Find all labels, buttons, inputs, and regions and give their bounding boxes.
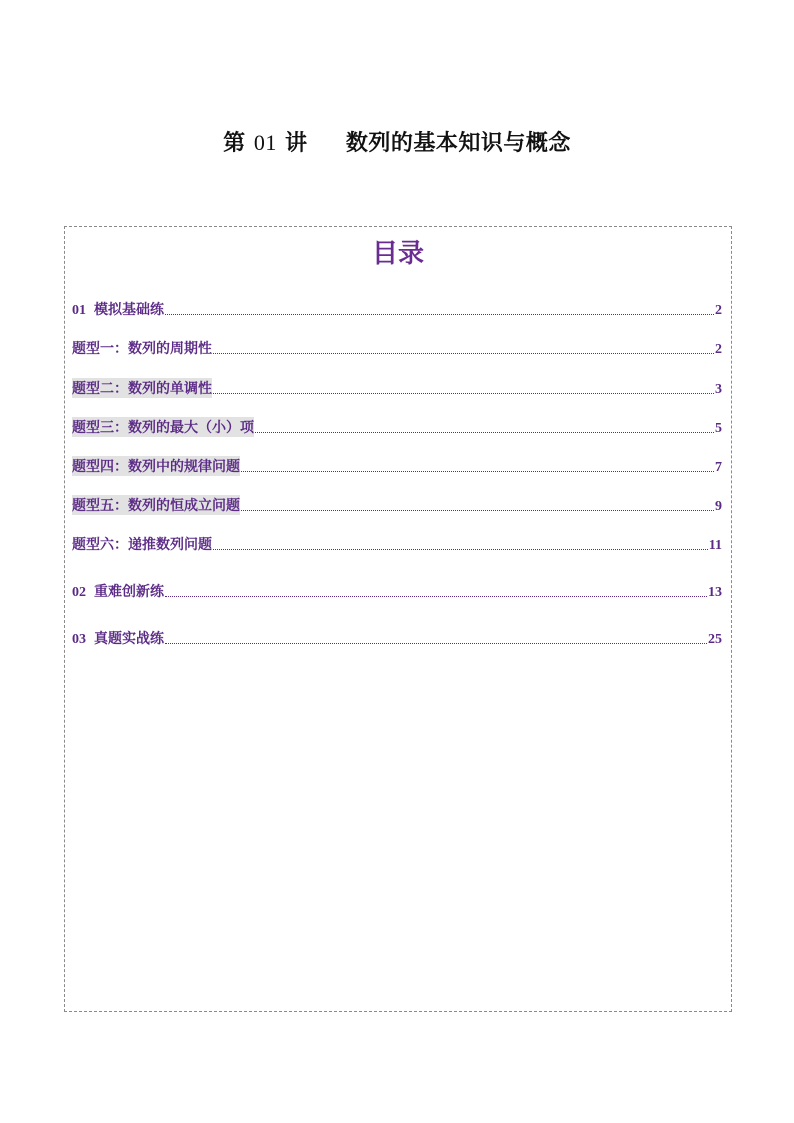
toc-leader-dots xyxy=(213,392,714,394)
toc-entry-label: 题型三：数列的最大（小）项 xyxy=(72,417,254,437)
title-lecture: 讲 xyxy=(284,131,308,156)
toc-entry-prefix: 03 xyxy=(72,632,86,647)
toc-entry-page: 7 xyxy=(715,460,722,475)
toc-leader-dots xyxy=(165,642,707,644)
toc-entry-basic-practice[interactable] xyxy=(72,299,722,319)
toc-entry-page: 2 xyxy=(715,342,722,357)
toc-entry-type-2[interactable] xyxy=(72,378,722,398)
toc-entry-hard-practice[interactable] xyxy=(72,581,722,601)
toc-entry-type-6[interactable] xyxy=(72,534,722,554)
toc-entry-label: 题型二：数列的单调性 xyxy=(72,378,212,398)
toc-heading: 目录 xyxy=(371,239,424,269)
title-number: 01 xyxy=(253,130,277,155)
toc-leader-dots xyxy=(213,548,708,550)
toc-entry-page: 11 xyxy=(708,538,722,553)
toc-leader-dots xyxy=(241,470,714,472)
toc-leader-dots xyxy=(255,431,714,433)
toc-entry-page: 5 xyxy=(715,421,722,436)
toc-entry-type-3[interactable] xyxy=(72,417,722,437)
toc-entry-page: 2 xyxy=(715,303,722,318)
toc-entry-prefix: 02 xyxy=(72,585,86,600)
toc-entry-page: 25 xyxy=(708,632,722,647)
toc-entry-label: 模拟基础练 xyxy=(94,302,164,318)
toc-leader-dots xyxy=(165,313,714,315)
toc-entry-page: 9 xyxy=(715,499,722,514)
title-topic: 数列的基本知识与概念 xyxy=(345,131,571,156)
toc-entry-label: 题型六：递推数列问题 xyxy=(72,537,212,553)
toc-entry-page: 13 xyxy=(708,585,722,600)
toc-entry-type-1[interactable] xyxy=(72,338,722,358)
toc-entry-page: 3 xyxy=(715,382,722,397)
toc-entry-label: 题型四：数列中的规律问题 xyxy=(72,456,240,476)
toc-entry-prefix: 01 xyxy=(72,303,86,318)
table-of-contents xyxy=(64,226,732,1012)
toc-entry-type-5[interactable] xyxy=(72,495,722,515)
title-prefix: 第 xyxy=(223,131,246,156)
toc-leader-dots xyxy=(213,352,714,354)
toc-entry-real-exam-practice[interactable] xyxy=(72,628,722,648)
toc-leader-dots xyxy=(241,509,714,511)
toc-entry-label: 题型一：数列的周期性 xyxy=(72,341,212,357)
toc-entry-label: 题型五：数列的恒成立问题 xyxy=(72,495,240,515)
toc-leader-dots xyxy=(165,595,707,597)
document-title xyxy=(0,126,794,157)
toc-entry-label: 真题实战练 xyxy=(94,631,164,647)
toc-entry-type-4[interactable] xyxy=(72,456,722,476)
toc-entry-label: 重难创新练 xyxy=(94,584,164,600)
